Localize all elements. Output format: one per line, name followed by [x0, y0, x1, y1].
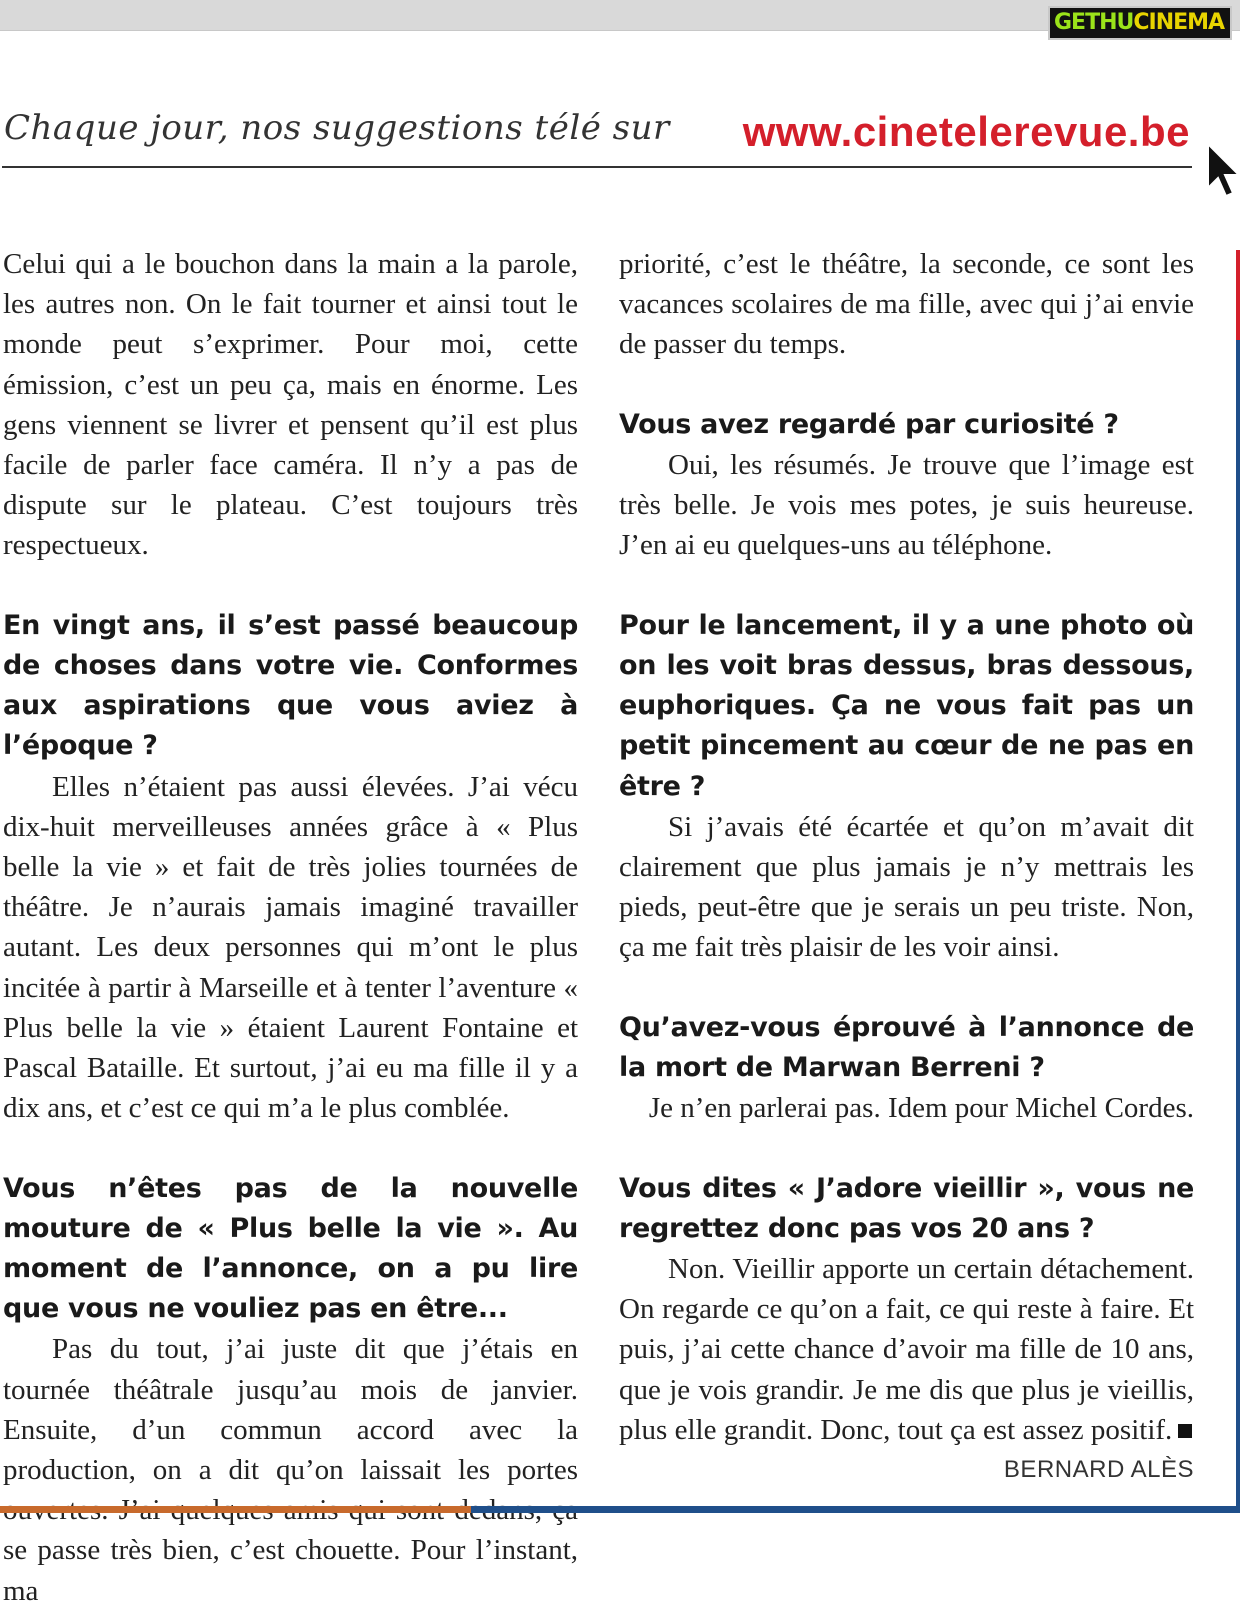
answer-paragraph: Je n’en parlerai pas. Idem pour Michel Cordes. [648, 1092, 1194, 1125]
question-heading: En vingt ans, il s’est passé beaucoup de choses dans votre vie. Conformes aux aspirations que vous aviez à l’époque ? [3, 609, 578, 762]
bottom-color-bar [0, 1506, 1240, 1513]
end-mark-icon [1178, 1424, 1192, 1438]
article-column-right [619, 244, 1194, 1490]
question-heading: Pour le lancement, il y a une photo où on les voit bras dessus, bras dessous, euphoriques. Ça ne vous fait pas un petit pincement au cœur de ne pas en être ? [619, 609, 1194, 802]
header-banner [2, 100, 1192, 168]
watermark-part2: CINEMA [1133, 10, 1225, 35]
margin-rule-blue [1236, 340, 1240, 1510]
paragraph: priorité, c’est le théâtre, la seconde, ce sont les vacances scolaires de ma fille, avec qui j’ai envie de passer du temps. [619, 248, 1194, 361]
answer-paragraph: Pas du tout, j’ai juste dit que j’étais en tournée théâtrale jusqu’au mois de janvier. Ensuite, d’un commun accord avec la production, on a dit qu’on laissait les portes se passe très bien, c’est chouette. Pour l’instant, ma [3, 1333, 578, 1607]
cursor-arrow-icon [1204, 140, 1240, 200]
watermark-part1: GETHU [1054, 10, 1134, 35]
byline: BERNARD ALÈS [1003, 1456, 1194, 1484]
question-heading: Vous n’êtes pas de la nouvelle mouture de « Plus belle la vie ». Au moment de l’annonce, on a pu lire que vous ne vouliez pas en être... [3, 1172, 578, 1325]
tagline: Chaque jour, nos suggestions télé sur [4, 108, 670, 148]
answer-paragraph: Elles n’étaient pas aussi élevées. J’ai vécu dix-huit merveilleuses années grâce à « Plus belle la vie » et fait de très jolies tournées de théâtre. Je n’aurais jamais imaginé travailler autant. Les deux personnes qui m’ont le plus incitée à partir à Marseille et à tenter l’aventure « Plus belle la vie » étaient Laurent Fontaine et Pascal Bataille. Et surtout, j’ai eu ma fille il y a dix ans, et c’est ce qui m’a le plus comblée. [3, 770, 578, 1125]
answer-paragraph: Oui, les résumés. Je trouve que l’image est très belle. Je vois mes potes, je suis heureuse. J’en ai eu quelques-uns au téléphone. [619, 449, 1194, 562]
answer-text: Non. Vieillir apporte un certain détachement. On regarde ce qu’on a fait, ce qui reste à faire. Et puis, j’ai cette chance d’avoir ma fille de 10 ans, que je vois grandir. Je me dis que plus je vieillis, plus elle grandit. Donc, tout ça est assez positif. [619, 1253, 1194, 1446]
answer-paragraph [619, 1249, 1194, 1450]
watermark-logo [1048, 6, 1232, 40]
margin-rule-red [1236, 250, 1240, 340]
question-heading: Vous dites « J’adore vieillir », vous ne regrettez donc pas vos 20 ans ? [619, 1172, 1194, 1244]
website-link[interactable]: www.cinetelerevue.be [742, 108, 1190, 155]
paragraph: Celui qui a le bouchon dans la main a la parole, les autres non. On le fait tourner et ainsi tout le monde peut s’exprimer. Pour moi, cette émission, c’est un peu ça, mais en énorme. Les gens viennent se livrer et pensent qu’il est plus facile de parler face caméra. Il n’y a pas de dispute sur le plateau. C’est toujours très respectueux. [3, 248, 578, 562]
question-heading: Vous avez regardé par curiosité ? [619, 408, 1119, 440]
question-heading: Qu’avez-vous éprouvé à l’annonce de la mort de Marwan Berreni ? [619, 1011, 1194, 1084]
answer-paragraph: Si j’avais été écartée et qu’on m’avait dit clairement que plus jamais je n’y mettrais les pieds, peut-être que je serais un peu triste. Non, ça me fait très plaisir de les voir ainsi. [619, 810, 1194, 964]
article-column-left [3, 244, 578, 1611]
